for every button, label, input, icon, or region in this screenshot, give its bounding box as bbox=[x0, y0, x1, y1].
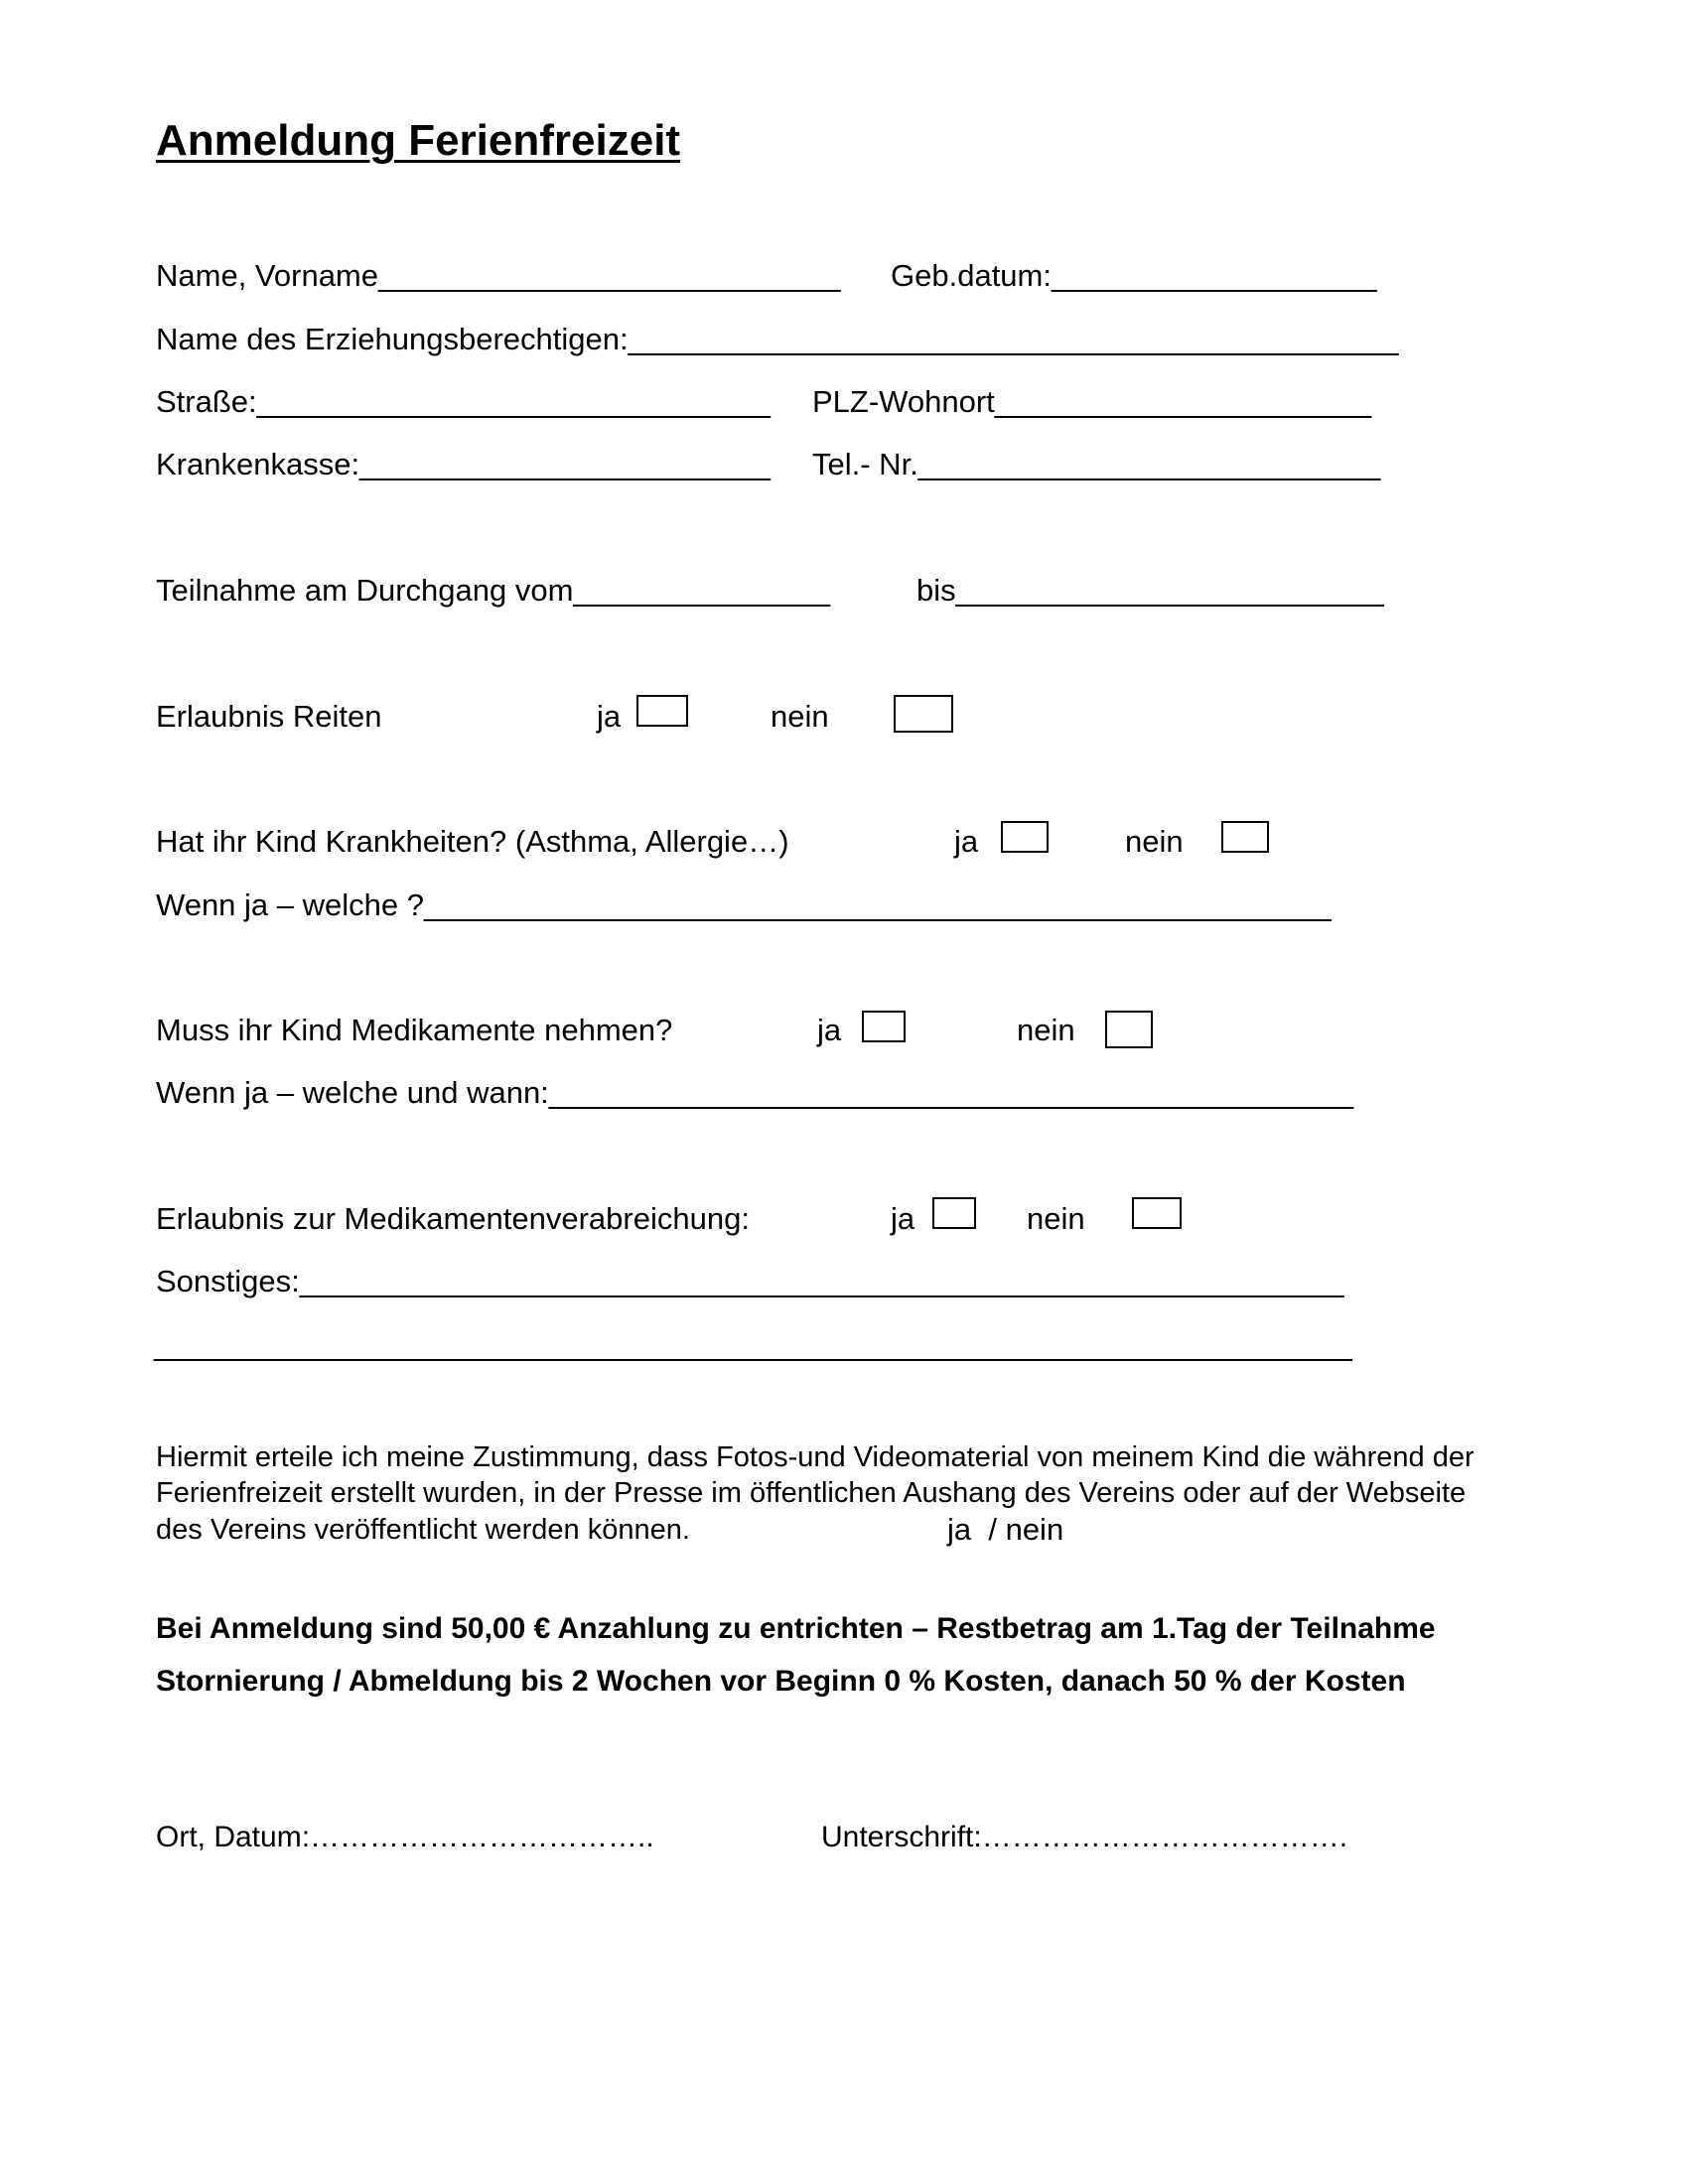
plz-wohnort-field[interactable]: PLZ-Wohnort______________________ bbox=[812, 384, 1372, 419]
verabreichung-label: Erlaubnis zur Medikamentenverabreichung: bbox=[156, 1201, 750, 1236]
krankheiten-ja-label: ja bbox=[954, 824, 979, 859]
krankheiten-nein-label: nein bbox=[1125, 824, 1184, 859]
consent-choice[interactable]: ja / nein bbox=[947, 1512, 1064, 1547]
verabreichung-ja-label: ja bbox=[891, 1201, 915, 1236]
reiten-ja-checkbox[interactable] bbox=[636, 695, 688, 727]
reiten-nein-checkbox[interactable] bbox=[894, 695, 953, 733]
reiten-label: Erlaubnis Reiten bbox=[156, 699, 382, 734]
medikamente-nein-checkbox[interactable] bbox=[1105, 1011, 1153, 1048]
strasse-field[interactable]: Straße:______________________________ bbox=[156, 384, 771, 419]
sonstiges-line-2[interactable]: ______________________________________________________________________ bbox=[154, 1327, 1352, 1362]
sonstiges-field[interactable]: Sonstiges:_____________________________________________________________ bbox=[156, 1264, 1344, 1298]
reiten-ja-label: ja bbox=[597, 699, 622, 734]
krankenkasse-field[interactable]: Krankenkasse:________________________ bbox=[156, 447, 771, 481]
medikamente-label: Muss ihr Kind Medikamente nehmen? bbox=[156, 1013, 673, 1047]
ort-datum-field[interactable]: Ort, Datum:…………………………….. bbox=[156, 1821, 654, 1853]
erziehungsberechtigter-field[interactable]: Name des Erziehungsberechtigen:_____________________________________________ bbox=[156, 322, 1399, 356]
stornierung-note: Stornierung / Abmeldung bis 2 Wochen vor Beginn 0 % Kosten, danach 50 % der Kosten bbox=[156, 1665, 1406, 1698]
medikamente-ja-label: ja bbox=[817, 1013, 842, 1047]
krankheiten-label: Hat ihr Kind Krankheiten? (Asthma, Allergie…) bbox=[156, 824, 789, 859]
tel-nr-field[interactable]: Tel.- Nr.___________________________ bbox=[812, 447, 1381, 481]
reiten-nein-label: nein bbox=[771, 699, 829, 734]
krankheiten-nein-checkbox[interactable] bbox=[1221, 821, 1269, 853]
verabreichung-nein-label: nein bbox=[1027, 1201, 1085, 1236]
teilnahme-vom-field[interactable]: Teilnahme am Durchgang vom_______________ bbox=[156, 573, 831, 608]
unterschrift-field[interactable]: Unterschrift:………………………………. bbox=[821, 1821, 1348, 1853]
medikamente-welche-field[interactable]: Wenn ja – welche und wann:_______________________________________________ bbox=[156, 1075, 1354, 1110]
krankheiten-welche-field[interactable]: Wenn ja – welche ?_____________________________________________________ bbox=[156, 887, 1332, 922]
name-vorname-field[interactable]: Name, Vorname___________________________ bbox=[156, 258, 841, 293]
consent-line-3: des Vereins veröffentlicht werden können. bbox=[156, 1514, 690, 1546]
medikamente-ja-checkbox[interactable] bbox=[862, 1011, 906, 1042]
medikamente-nein-label: nein bbox=[1017, 1013, 1075, 1047]
anzahlung-note: Bei Anmeldung sind 50,00 € Anzahlung zu entrichten – Restbetrag am 1.Tag der Teilnahme bbox=[156, 1612, 1436, 1645]
verabreichung-ja-checkbox[interactable] bbox=[932, 1197, 976, 1229]
krankheiten-ja-checkbox[interactable] bbox=[1001, 821, 1049, 853]
consent-line-2: Ferienfreizeit erstellt wurden, in der Presse im öffentlichen Aushang des Vereins oder auf der Webseite bbox=[156, 1477, 1467, 1509]
consent-line-1: Hiermit erteile ich meine Zustimmung, dass Fotos-und Videomaterial von meinem Kind die während der bbox=[156, 1441, 1475, 1473]
verabreichung-nein-checkbox[interactable] bbox=[1132, 1197, 1182, 1229]
geb-datum-field[interactable]: Geb.datum:___________________ bbox=[891, 258, 1377, 293]
teilnahme-bis-field[interactable]: bis_________________________ bbox=[916, 573, 1384, 608]
page-title: Anmeldung Ferienfreizeit bbox=[156, 116, 681, 165]
